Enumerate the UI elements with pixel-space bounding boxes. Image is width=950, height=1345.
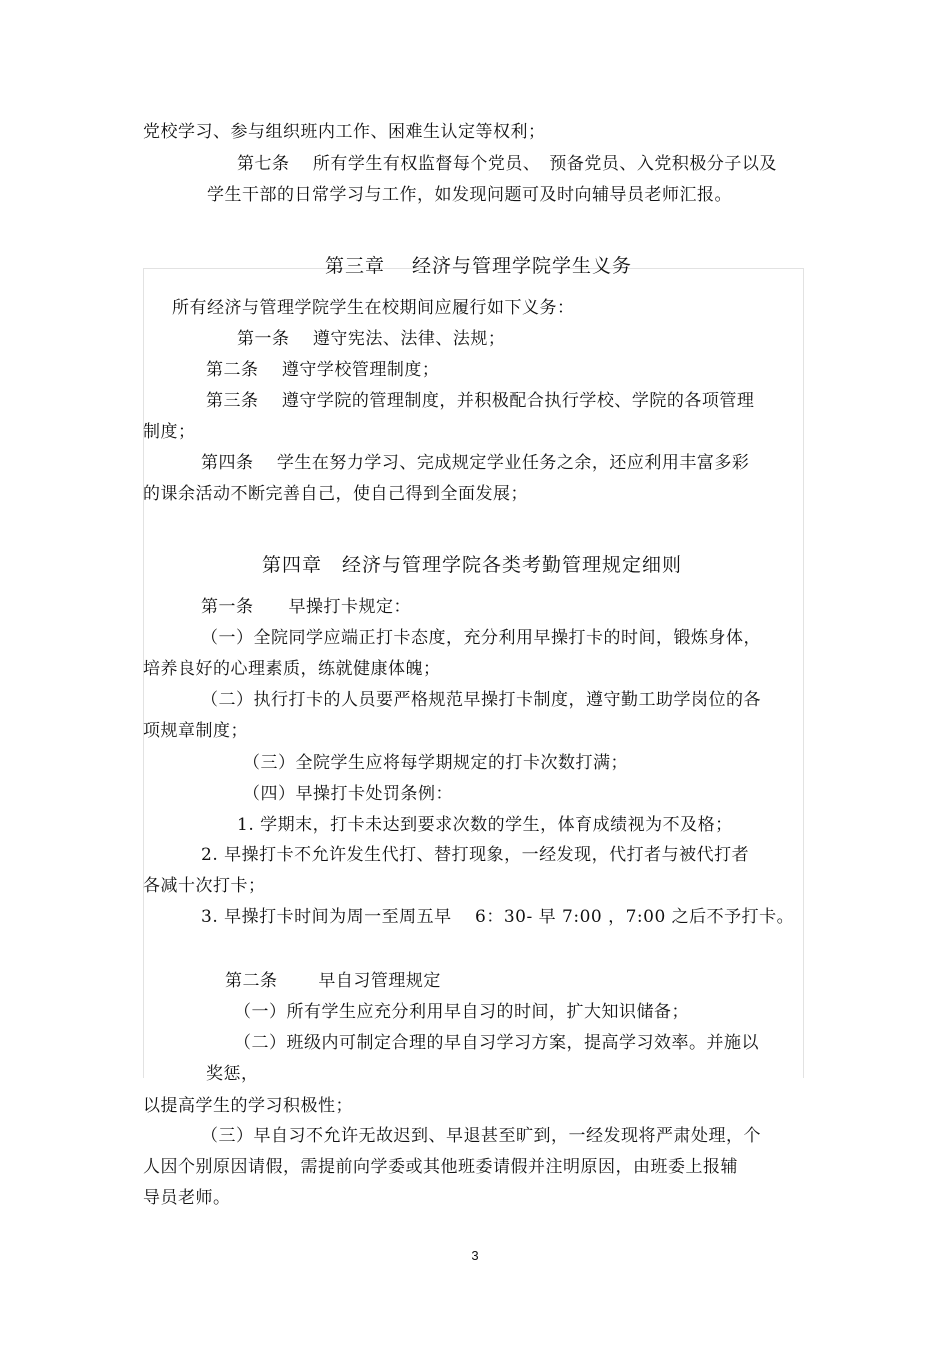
morning-study-item-2-line-2: 奖惩， bbox=[206, 1064, 259, 1084]
duty-article-2: 第二条 遵守学校管理制度； bbox=[206, 360, 440, 380]
duty-article-4-line-2: 的课余活动不断完善自己，使自己得到全面发展； bbox=[143, 484, 528, 504]
duty-article-3-line-1: 第三条 遵守学院的管理制度，并积极配合执行学校、学院的各项管理 bbox=[206, 391, 755, 411]
penalty-rule-2-line-1: 2. 早操打卡不允许发生代打、替打现象，一经发现，代打者与被代打者 bbox=[201, 845, 750, 865]
duty-article-1: 第一条 遵守宪法、法律、法规； bbox=[237, 329, 506, 349]
morning-exercise-item-2-line-1: （二）执行打卡的人员要严格规范早操打卡制度，遵守勤工助学岗位的各 bbox=[201, 690, 761, 710]
morning-study-item-1: （一）所有学生应充分利用早自习的时间，扩大知识储备； bbox=[234, 1002, 689, 1022]
article-7-line-1: 第七条 所有学生有权监督每个党员、 预备党员、入党积极分子以及 bbox=[237, 154, 777, 174]
morning-exercise-item-3: （三）全院学生应将每学期规定的打卡次数打满； bbox=[243, 753, 628, 773]
morning-exercise-item-1-line-1: （一）全院同学应端正打卡态度，充分利用早操打卡的时间，锻炼身体， bbox=[201, 628, 761, 648]
penalty-rule-1: 1. 学期末，打卡未达到要求次数的学生，体育成绩视为不及格； bbox=[237, 815, 733, 835]
morning-study-item-3-line-3: 导员老师。 bbox=[143, 1188, 231, 1208]
chapter-3-title: 第三章 经济与管理学院学生义务 bbox=[325, 255, 633, 277]
attendance-article-1-heading: 第一条 早操打卡规定： bbox=[201, 597, 411, 617]
morning-study-item-3-line-2: 人因个别原因请假，需提前向学委或其他班委请假并注明原因，由班委上报辅 bbox=[143, 1157, 738, 1177]
morning-study-item-3-line-1: （三）早自习不允许无故迟到、早退甚至旷到，一经发现将严肃处理，个 bbox=[201, 1126, 761, 1146]
body-line-rights-end: 党校学习、参与组织班内工作、困难生认定等权利； bbox=[143, 122, 546, 142]
penalty-rule-2-line-2: 各减十次打卡； bbox=[143, 876, 266, 896]
attendance-article-2-heading: 第二条 早自习管理规定 bbox=[225, 971, 441, 991]
morning-exercise-item-2-line-2: 项规章制度； bbox=[143, 721, 248, 741]
chapter-4-title: 第四章 经济与管理学院各类考勤管理规定细则 bbox=[262, 554, 683, 576]
penalty-rule-3: 3. 早操打卡时间为周一至周五早 6：30- 早 7:00 ，7:00 之后不予打卡。 bbox=[201, 907, 795, 927]
morning-exercise-item-1-line-2: 培养良好的心理素质，练就健康体魄； bbox=[143, 659, 441, 679]
chapter-3-intro: 所有经济与管理学院学生在校期间应履行如下义务： bbox=[172, 298, 575, 318]
duty-article-4-line-1: 第四条 学生在努力学习、完成规定学业任务之余，还应利用丰富多彩 bbox=[201, 453, 750, 473]
page-number: 3 bbox=[471, 1248, 479, 1263]
morning-study-item-2-line-1: （二）班级内可制定合理的早自习学习方案，提高学习效率。并施以 bbox=[234, 1033, 759, 1053]
article-7-line-2: 学生干部的日常学习与工作，如发现问题可及时向辅导员老师汇报。 bbox=[207, 185, 732, 205]
duty-article-3-line-2: 制度； bbox=[143, 422, 196, 442]
morning-exercise-item-4: （四）早操打卡处罚条例： bbox=[243, 784, 453, 804]
morning-study-item-2-line-3: 以提高学生的学习积极性； bbox=[143, 1096, 353, 1116]
